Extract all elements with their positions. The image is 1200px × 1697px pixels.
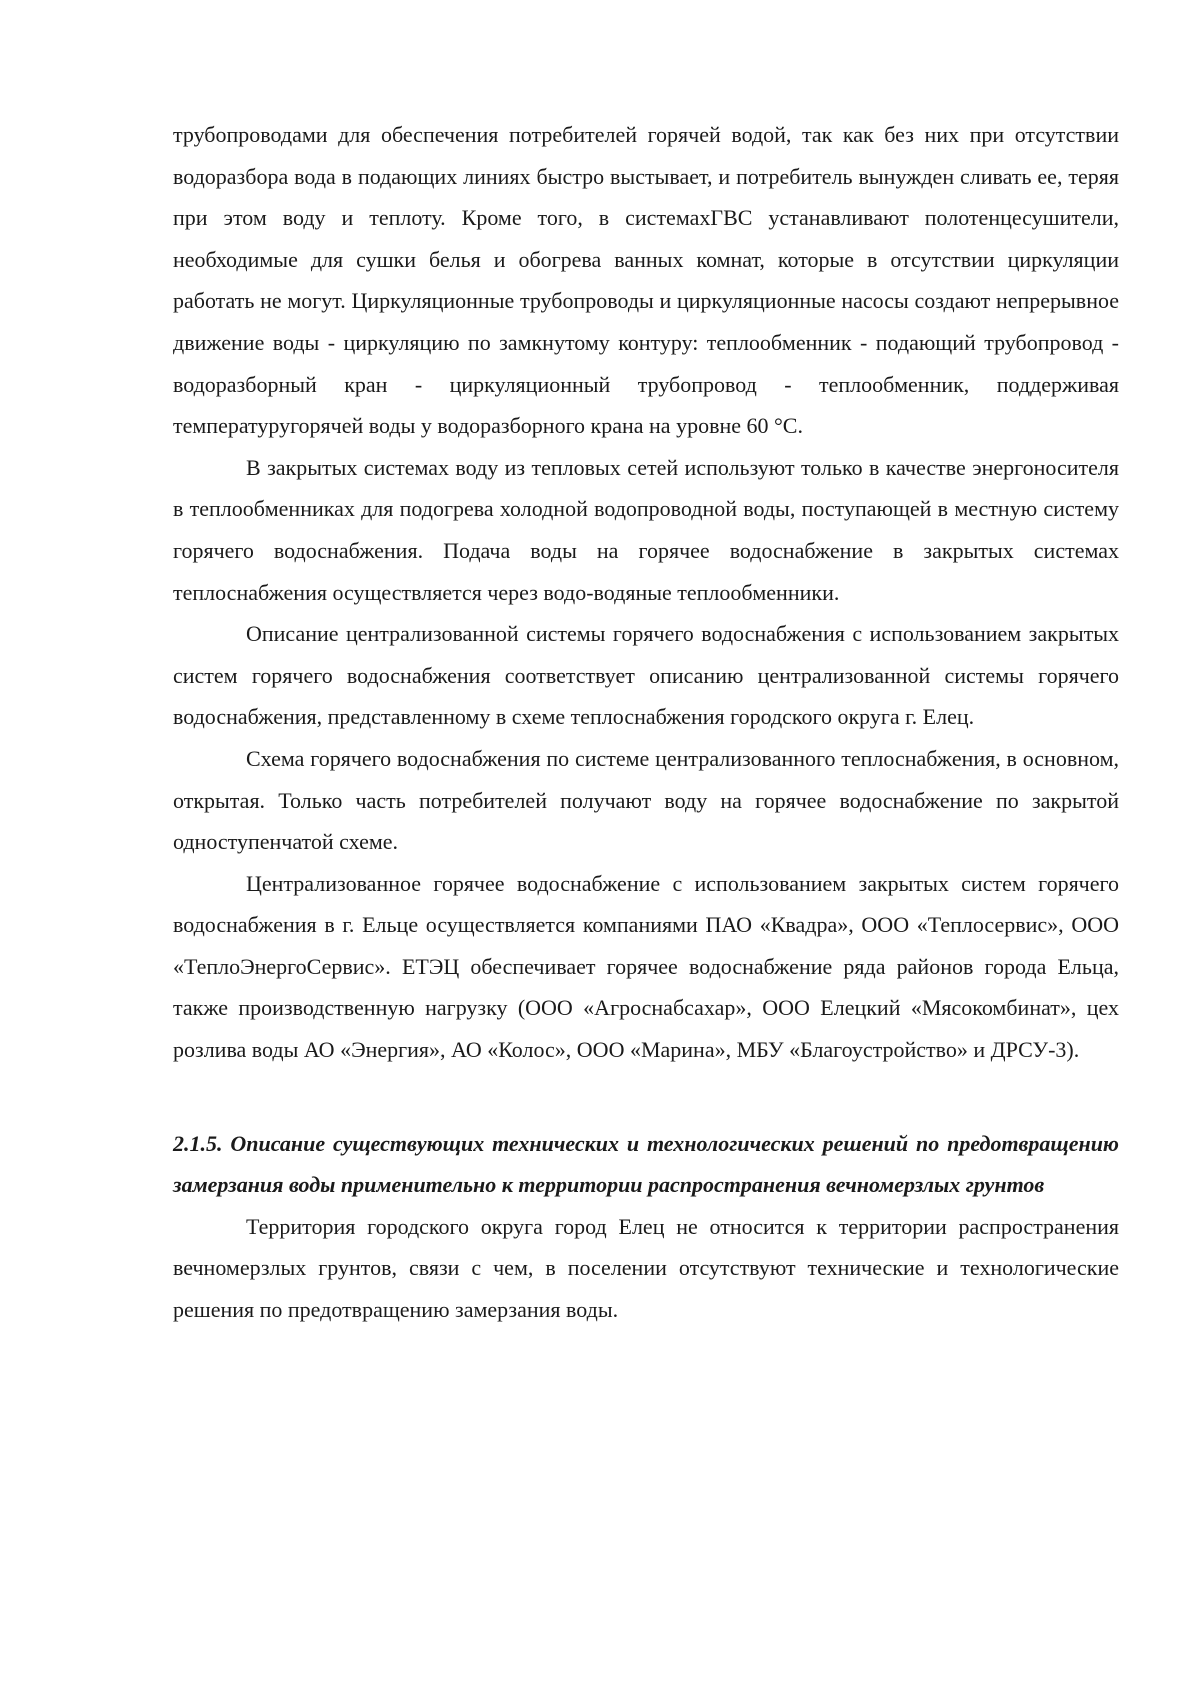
paragraph-territory: Территория городского округа город Елец не относится к территории распространения вечномерзлых грунтов, связи с чем, в поселении отсутствуют технические и технологические решения по предотвращению замерзания воды. [173, 1213, 1119, 1323]
paragraph-description: Описание централизованной системы горячего водоснабжения с использованием закрытых систем горячего водоснабжения соответствует описанию централизованной системы горячего водоснабжения, представленному в схеме теплоснабжения городского округа г. Елец. [173, 621, 1119, 730]
paragraph-continuation: трубопроводами для обеспечения потребителей горячей водой, так как без них при отсутствии водоразбора вода в подающих линиях быстро выстывает, и потребитель вынужден сливать ее, теряя при этом воду и теплоту. Кроме того, в системахГВС устанавливают полотенцесушители, необходимые для сушки белья и обогрева ванных комнат, которые в отсутствии циркуляции работать не могут. Циркуляционные трубопроводы и циркуляционные насосы создают непрерывное движение воды - циркуляцию по замкнутому контуру: теплообменник - подающий трубопровод - водоразборный кран - циркуляционный трубопровод - теплообменник, поддерживая температуругорячей воды у водоразборного крана на уровне 60 °С. [173, 122, 1119, 439]
paragraph-scheme: Схема горячего водоснабжения по системе централизованного теплоснабжения, в основном, открытая. Только часть потребителей получают воду на горячее водоснабжение по закрытой одноступенчатой схеме. [173, 745, 1119, 855]
document-page [173, 114, 1119, 1331]
paragraph-centralized-supply: Централизованное горячее водоснабжение с использованием закрытых систем горячего водоснабжения в г. Ельце осуществляется компаниями ПАО «Квадра», ООО «Теплосервис», ООО «ТеплоЭнергоСервис». ЕТЭЦ обеспечивает горячее водоснабжение ряда районов города Ельца, также производственную нагрузку (ООО «Агроснабсахар», ООО Елецкий «Мясокомбинат», цех розлива воды АО «Энергия», АО «Колос», ООО «Марина», МБУ «Благоустройство» и ДРСУ-3). [173, 870, 1119, 1063]
section-heading: 2.1.5. Описание существующих технических и технологических решений по предотвращению замерзания воды применительно к территории распространения вечномерзлых грунтов [173, 1130, 1119, 1198]
paragraph-closed-systems: В закрытых системах воду из тепловых сетей используют только в качестве энергоносителя в теплообменниках для подогрева холодной водопроводной воды, поступающей в местную систему горячего водоснабжения. Подача воды на горячее водоснабжение в закрытых системах теплоснабжения осуществляется через водо-водяные теплообменники. [173, 454, 1119, 605]
